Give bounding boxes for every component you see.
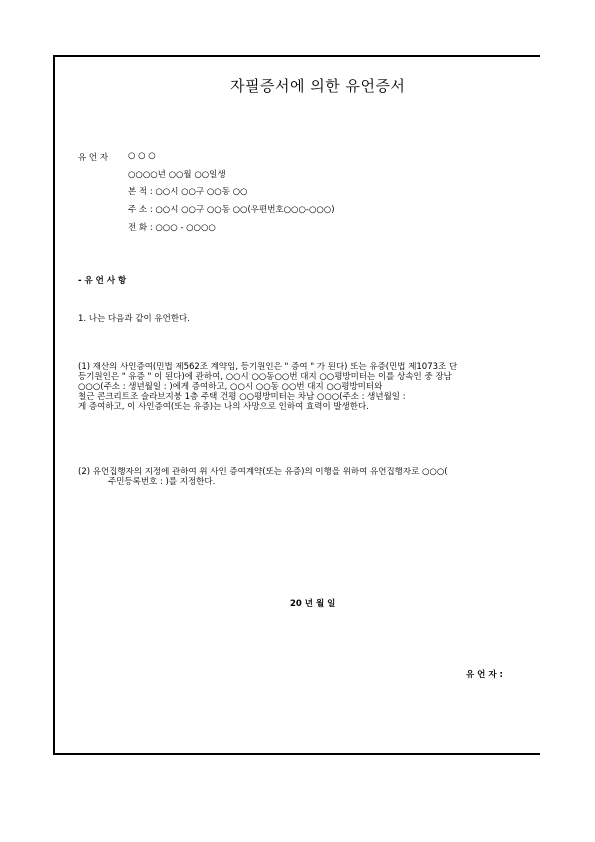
clause-2-line: (2) 유언집행자의 지정에 관하여 위 사인 증여계약(또는 유증)의 이행을 위하여 유언집행자로 ○○○( — [78, 467, 448, 477]
signature-label: 유 언 자 : — [466, 670, 503, 680]
testator-address: 주 소 : ○○시 ○○구 ○○동 ○○(우편번호○○○-○○○) — [128, 205, 335, 215]
testator-name: ○ ○ ○ — [128, 151, 156, 161]
clause-1-line: 등기원인은 " 유증 " 이 된다)에 관하여, ○○시 ○○동○○번 대지 ○○평방미터는 이를 상속인 중 장남 — [78, 372, 452, 382]
testator-domicile: 본 적 : ○○시 ○○구 ○○동 ○○ — [128, 187, 248, 197]
clause-1 — [78, 362, 540, 412]
item-1: 1. 나는 다음과 같이 유언한다. — [78, 314, 190, 324]
testator-birth: ○○○○년 ○○월 ○○일생 — [128, 170, 226, 180]
date-line: 20 년 월 일 — [290, 599, 336, 609]
clause-1-line: (1) 재산의 사인증여(민법 제562조 계약임, 등기원인은 " 증여 " 가 된다) 또는 유증(민법 제1073조 단 — [78, 362, 458, 372]
clause-1-line: ○○○(주소 : 생년월일 : )에게 증여하고, ○○시 ○○동 ○○번 대지 ○○평방미터와 — [78, 382, 383, 392]
clause-1-line: 철근 콘크리트조 슬라브지붕 1층 주택 건평 ○○평방미터는 차남 ○○○(주소 : 생년월일 : — [78, 392, 406, 402]
clause-1-line: 게 증여하고, 이 사인증여(또는 유증)는 나의 사망으로 인하여 효력이 발생한다. — [78, 402, 369, 412]
clause-2-line: 주민등록번호 : )를 지정한다. — [108, 477, 216, 487]
section-heading: - 유 언 사 항 — [78, 276, 127, 286]
clause-2 — [78, 467, 540, 487]
testator-phone: 전 화 : ○○○ - ○○○○ — [128, 223, 216, 233]
document-title: 자필증서에 의한 유언증서 — [230, 77, 406, 95]
testator-label: 유 언 자 — [78, 153, 109, 163]
